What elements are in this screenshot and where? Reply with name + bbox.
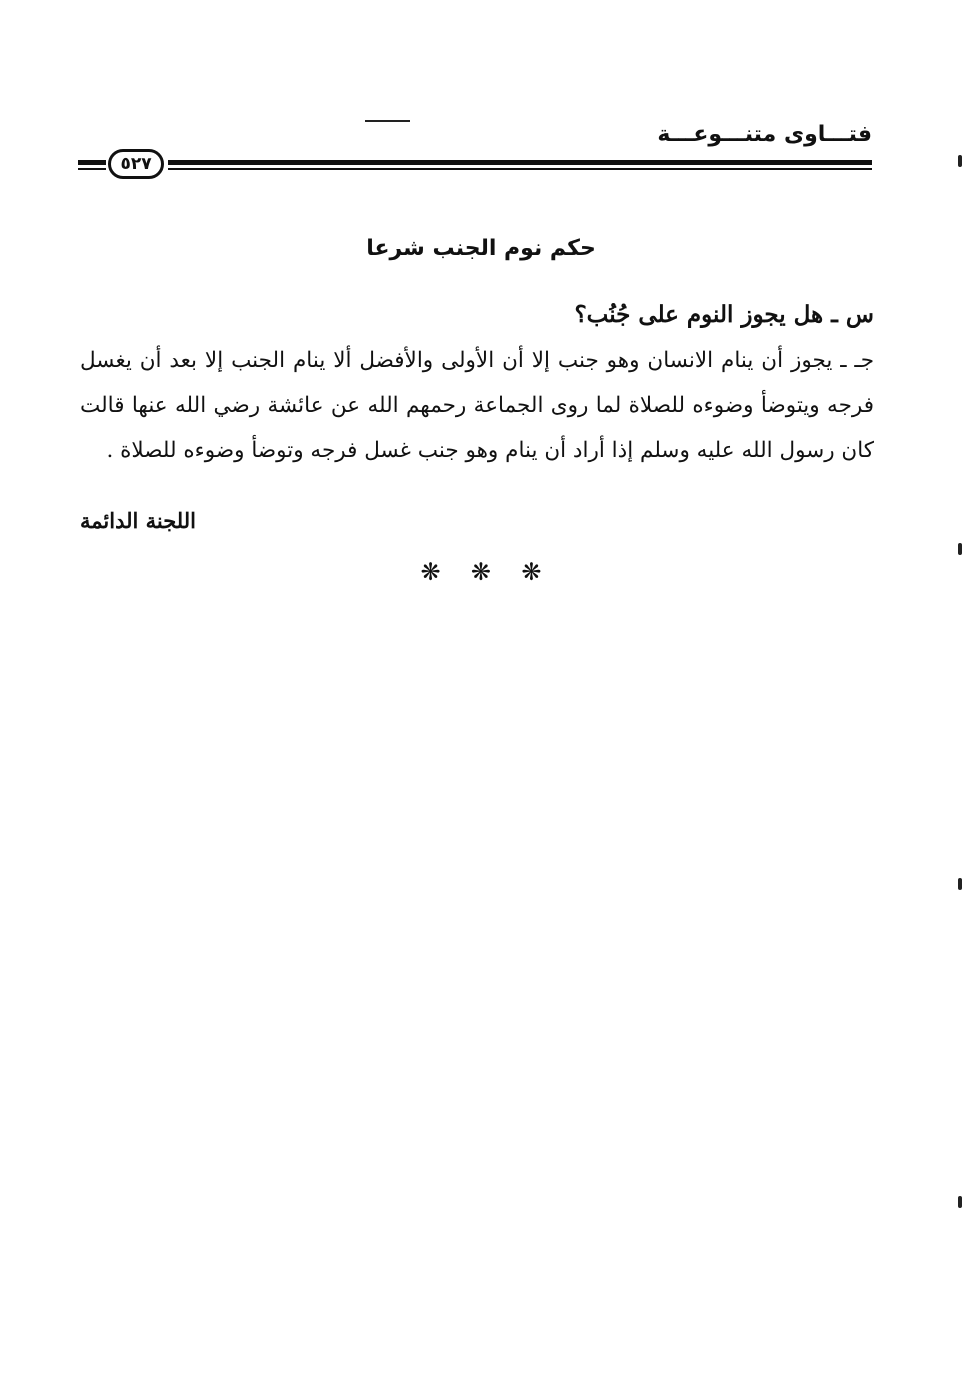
header-rule-thin [168,168,872,170]
question-text: س ـ هل يجوز النوم على جُنُب؟ [574,301,874,328]
scan-edge-mark [958,1196,962,1208]
header-rule-left [78,160,106,165]
article-heading: حكم نوم الجنب شرعا [366,236,596,261]
scan-edge-mark [958,543,962,555]
header-rule [168,160,872,165]
scan-edge-mark [958,878,962,890]
scan-edge-mark [958,155,962,167]
signature: اللجنة الدائمة [80,508,196,533]
page-number: ٥٢٧ [108,149,164,179]
running-title: فتـــاوى متنـــوعـــة [657,122,872,147]
header-rule-left-thin [78,168,106,170]
answer-text: جـ ـ يجوز أن ينام الانسان وهو جنب إلا أن الأولى والأفضل ألا ينام الجنب إلا بعد أن يغسل فرجه ويتوضأ وضوءه للصلاة لما روى الجماعة رحمهم الله عن عائشة رضي الله عنها قالت كان رسول الله عليه وسلم إذا أراد أن ينام وهو جنب غسل فرجه وتوضأ وضوءه للصلاة . [80,348,874,463]
section-separator: ❋ ❋ ❋ [420,558,542,586]
top-mark [365,120,410,122]
